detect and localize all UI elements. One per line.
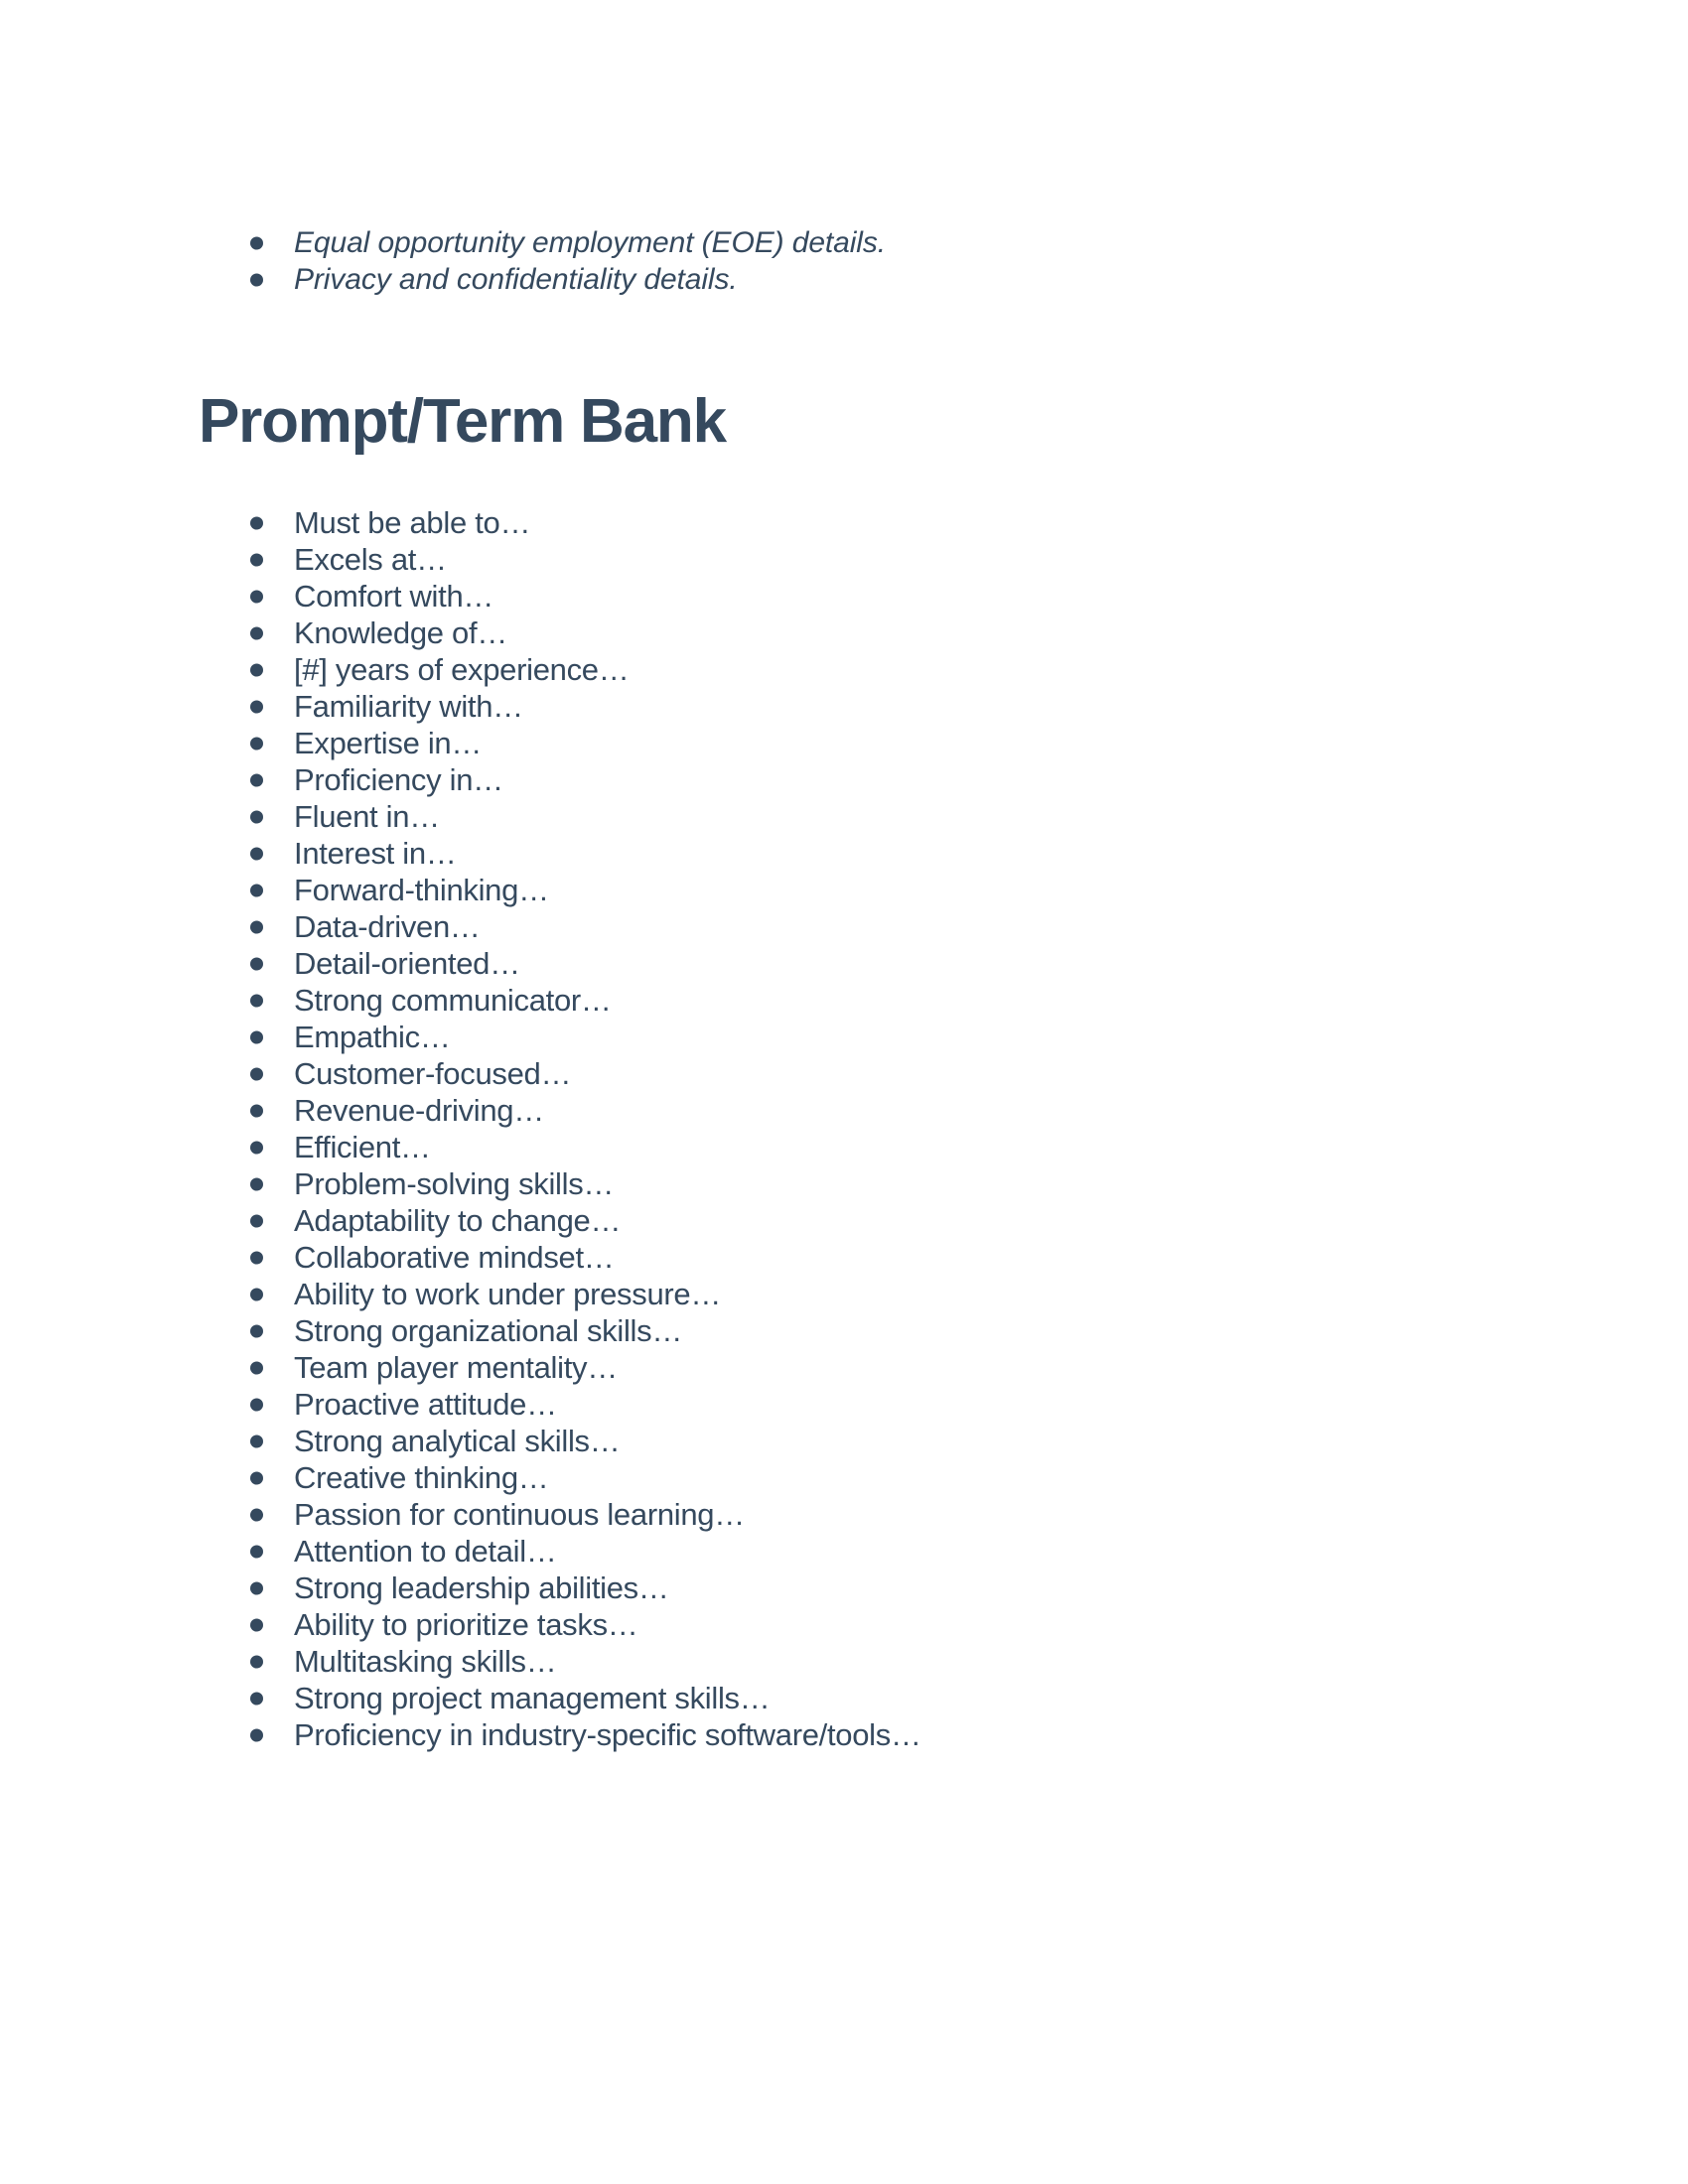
list-item <box>0 872 921 908</box>
list-item <box>0 1496 921 1533</box>
list-item <box>0 1202 921 1239</box>
list-item-label: Strong leadership abilities… <box>294 1570 669 1605</box>
list-item-label: Collaborative mindset… <box>294 1240 615 1275</box>
list-item <box>0 688 921 725</box>
bullet-dot-icon <box>250 994 263 1007</box>
bullet-dot-icon <box>250 1251 263 1264</box>
list-item-label: Knowledge of… <box>294 615 507 650</box>
list-item-label: Detail-oriented… <box>294 946 520 981</box>
bullet-dot-icon <box>250 626 263 639</box>
list-item <box>0 1349 921 1386</box>
intro-bullet-list <box>0 224 886 298</box>
bullet-dot-icon <box>250 1434 263 1447</box>
prompt-term-bank-list <box>0 504 921 1753</box>
bullet-dot-icon <box>250 1030 263 1043</box>
bullet-dot-icon <box>250 1545 263 1558</box>
list-item <box>0 725 921 761</box>
bullet-dot-icon <box>250 884 263 896</box>
list-item-label: Familiarity with… <box>294 689 523 724</box>
bullet-dot-icon <box>250 273 263 286</box>
list-item <box>0 541 921 578</box>
bullet-dot-icon <box>250 663 263 676</box>
list-item <box>0 614 921 651</box>
bullet-dot-icon <box>250 1618 263 1631</box>
list-item <box>0 1386 921 1423</box>
list-item-label: Expertise in… <box>294 726 483 760</box>
bullet-dot-icon <box>250 847 263 860</box>
bullet-dot-icon <box>250 516 263 529</box>
bullet-dot-icon <box>250 1692 263 1705</box>
list-item-label: Proactive attitude… <box>294 1387 557 1422</box>
list-item-label: Customer-focused… <box>294 1056 572 1091</box>
list-item-label: Must be able to… <box>294 505 531 540</box>
list-item-label: Creative thinking… <box>294 1460 549 1495</box>
list-item-label: Strong organizational skills… <box>294 1313 683 1348</box>
list-item-label: Proficiency in industry-specific software/tools… <box>294 1717 921 1752</box>
bullet-dot-icon <box>250 1177 263 1190</box>
list-item-label: Strong project management skills… <box>294 1681 771 1715</box>
bullet-dot-icon <box>250 1141 263 1154</box>
list-item <box>0 1606 921 1643</box>
list-item <box>0 1055 921 1092</box>
bullet-dot-icon <box>250 553 263 566</box>
list-item-label: [#] years of experience… <box>294 652 630 687</box>
bullet-dot-icon <box>250 773 263 786</box>
list-item <box>0 1459 921 1496</box>
list-item <box>0 1533 921 1570</box>
list-item <box>0 761 921 798</box>
list-item <box>0 1276 921 1312</box>
list-item <box>0 1680 921 1716</box>
bullet-dot-icon <box>250 1655 263 1668</box>
list-item <box>0 578 921 614</box>
list-item-label: Ability to work under pressure… <box>294 1277 722 1311</box>
list-item <box>0 1129 921 1165</box>
page-title: Prompt/Term Bank <box>199 387 726 456</box>
bullet-dot-icon <box>250 1361 263 1374</box>
list-item <box>0 1239 921 1276</box>
list-item <box>0 224 886 261</box>
list-item-label: Excels at… <box>294 542 447 577</box>
list-item-label: Problem-solving skills… <box>294 1166 615 1201</box>
list-item-label: Team player mentality… <box>294 1350 618 1385</box>
bullet-dot-icon <box>250 590 263 603</box>
bullet-dot-icon <box>250 920 263 933</box>
list-item <box>0 261 886 298</box>
list-item-label: Interest in… <box>294 836 457 871</box>
list-item-label: Ability to prioritize tasks… <box>294 1607 638 1642</box>
list-item-label: Multitasking skills… <box>294 1644 557 1679</box>
bullet-dot-icon <box>250 1214 263 1227</box>
list-item-label: Adaptability to change… <box>294 1203 622 1238</box>
bullet-dot-icon <box>250 1728 263 1741</box>
list-item <box>0 982 921 1019</box>
list-item-label: Data-driven… <box>294 909 481 944</box>
list-item-label: Proficiency in… <box>294 762 503 797</box>
bullet-dot-icon <box>250 1398 263 1411</box>
bullet-dot-icon <box>250 236 263 249</box>
list-item-label: Fluent in… <box>294 799 440 834</box>
bullet-dot-icon <box>250 810 263 823</box>
list-item <box>0 1423 921 1459</box>
list-item-label: Efficient… <box>294 1130 431 1164</box>
bullet-dot-icon <box>250 737 263 750</box>
list-item <box>0 504 921 541</box>
list-item-label: Comfort with… <box>294 579 494 614</box>
bullet-dot-icon <box>250 957 263 970</box>
bullet-dot-icon <box>250 1288 263 1300</box>
list-item-label: Privacy and confidentiality details. <box>294 263 738 296</box>
list-item <box>0 1019 921 1055</box>
list-item <box>0 1165 921 1202</box>
list-item-label: Empathic… <box>294 1020 451 1054</box>
list-item-label: Strong communicator… <box>294 983 612 1018</box>
bullet-dot-icon <box>250 1104 263 1117</box>
list-item <box>0 1312 921 1349</box>
bullet-dot-icon <box>250 1471 263 1484</box>
list-item-label: Forward-thinking… <box>294 873 549 907</box>
list-item <box>0 908 921 945</box>
list-item <box>0 945 921 982</box>
bullet-dot-icon <box>250 1067 263 1080</box>
list-item-label: Passion for continuous learning… <box>294 1497 745 1532</box>
list-item-label: Revenue-driving… <box>294 1093 544 1128</box>
list-item <box>0 651 921 688</box>
list-item <box>0 1716 921 1753</box>
list-item <box>0 1092 921 1129</box>
list-item <box>0 798 921 835</box>
bullet-dot-icon <box>250 1581 263 1594</box>
list-item-label: Equal opportunity employment (EOE) details. <box>294 226 886 259</box>
bullet-dot-icon <box>250 1508 263 1521</box>
list-item-label: Attention to detail… <box>294 1534 557 1569</box>
bullet-dot-icon <box>250 700 263 713</box>
list-item <box>0 1643 921 1680</box>
list-item <box>0 835 921 872</box>
list-item <box>0 1570 921 1606</box>
bullet-dot-icon <box>250 1324 263 1337</box>
list-item-label: Strong analytical skills… <box>294 1424 621 1458</box>
